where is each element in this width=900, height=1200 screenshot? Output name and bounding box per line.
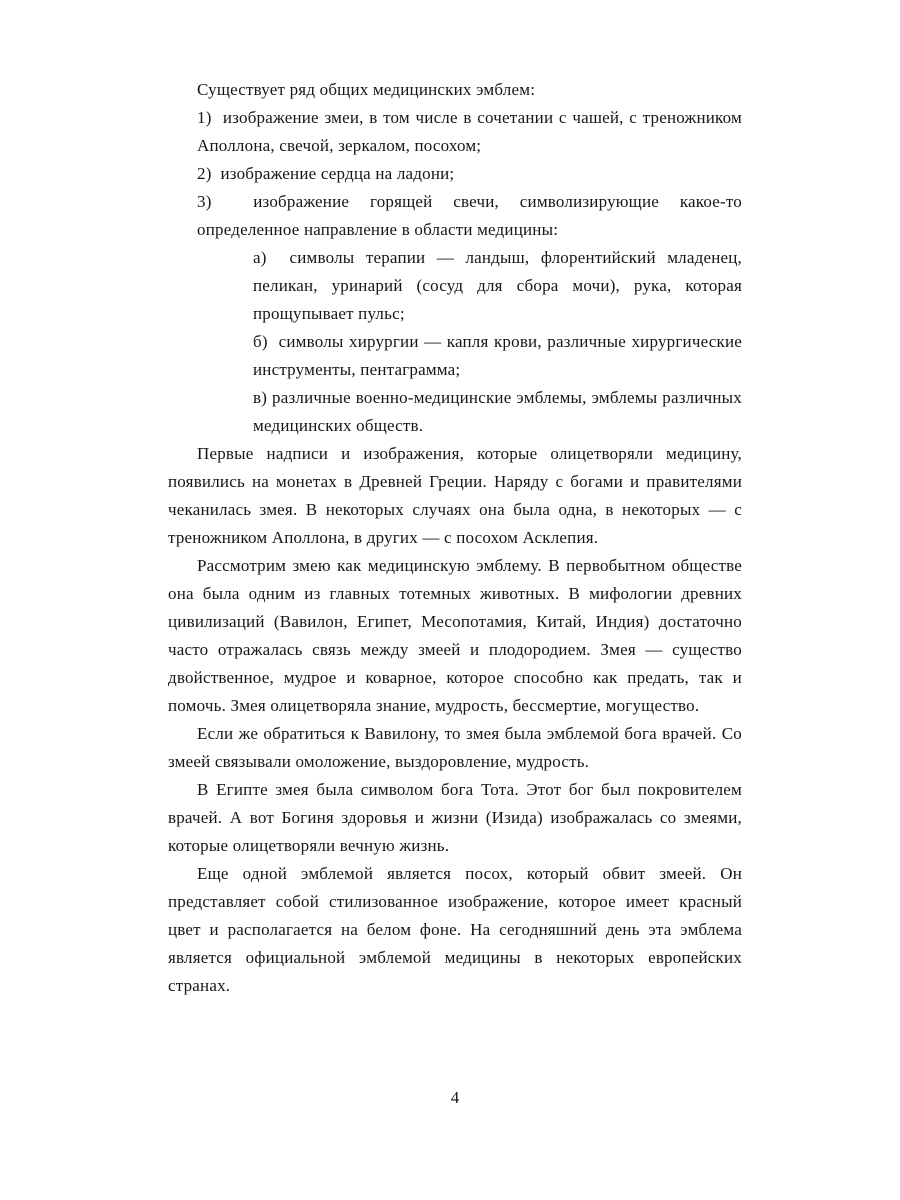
paragraph: Существует ряд общих медицинских эмблем: bbox=[197, 80, 536, 99]
paragraph: Первые надписи и изображения, которые олицетворяли медицину, появились на монетах в Древней Греции. Наряду с богами и правителями чеканилась змея. В некоторых случаях она была одна, в некоторых — с треножником Аполлона, в других — с посохом Асклепия. bbox=[168, 444, 742, 547]
text-block bbox=[168, 76, 742, 1000]
paragraph: 3) изображение горящей свечи, символизирующие какое-то определенное направление в области медицины: bbox=[197, 192, 742, 239]
paragraph: 2) изображение сердца на ладони; bbox=[197, 164, 455, 183]
paragraph: в) различные военно-медицинские эмблемы, эмблемы различных медицинских обществ. bbox=[253, 388, 742, 435]
paragraph: Еще одной эмблемой является посох, который обвит змеей. Он представляет собой стилизованное изображение, которое имеет красный цвет и располагается на белом фоне. На сегодняшний день эта эмблема является официальной эмблемой медицины в некоторых европейских странах. bbox=[168, 864, 742, 995]
paragraph: б) символы хирургии — капля крови, различные хирургические инструменты, пентаграмма; bbox=[253, 332, 742, 379]
page-number: 4 bbox=[450, 1088, 460, 1107]
paragraph: Рассмотрим змею как медицинскую эмблему. В первобытном обществе она была одним из главных тотемных животных. В мифологии древних цивилизаций (Вавилон, Египет, Месопотамия, Китай, Индия) достаточно часто отражалась связь между змеей и плодородием. Змея — существо двойственное, мудрое и коварное, которое способно как предать, так и помочь. Змея олицетворяла знание, мудрость, бессмертие, могущество. bbox=[168, 556, 742, 715]
paragraph: В Египте змея была символом бога Тота. Этот бог был покровителем врачей. А вот Богиня здоровья и жизни (Изида) изображалась со змеями, которые олицетворяли вечную жизнь. bbox=[168, 780, 742, 855]
paragraph: Если же обратиться к Вавилону, то змея была эмблемой бога врачей. Со змеей связывали омоложение, выздоровление, мудрость. bbox=[168, 724, 742, 771]
paragraph: 1) изображение змеи, в том числе в сочетании с чашей, с треножником Аполлона, свечой, зеркалом, посохом; bbox=[197, 108, 742, 155]
paragraph: а) символы терапии — ландыш, флорентийский младенец, пеликан, уринарий (сосуд для сбора мочи), рука, которая прощупывает пульс; bbox=[253, 248, 742, 323]
